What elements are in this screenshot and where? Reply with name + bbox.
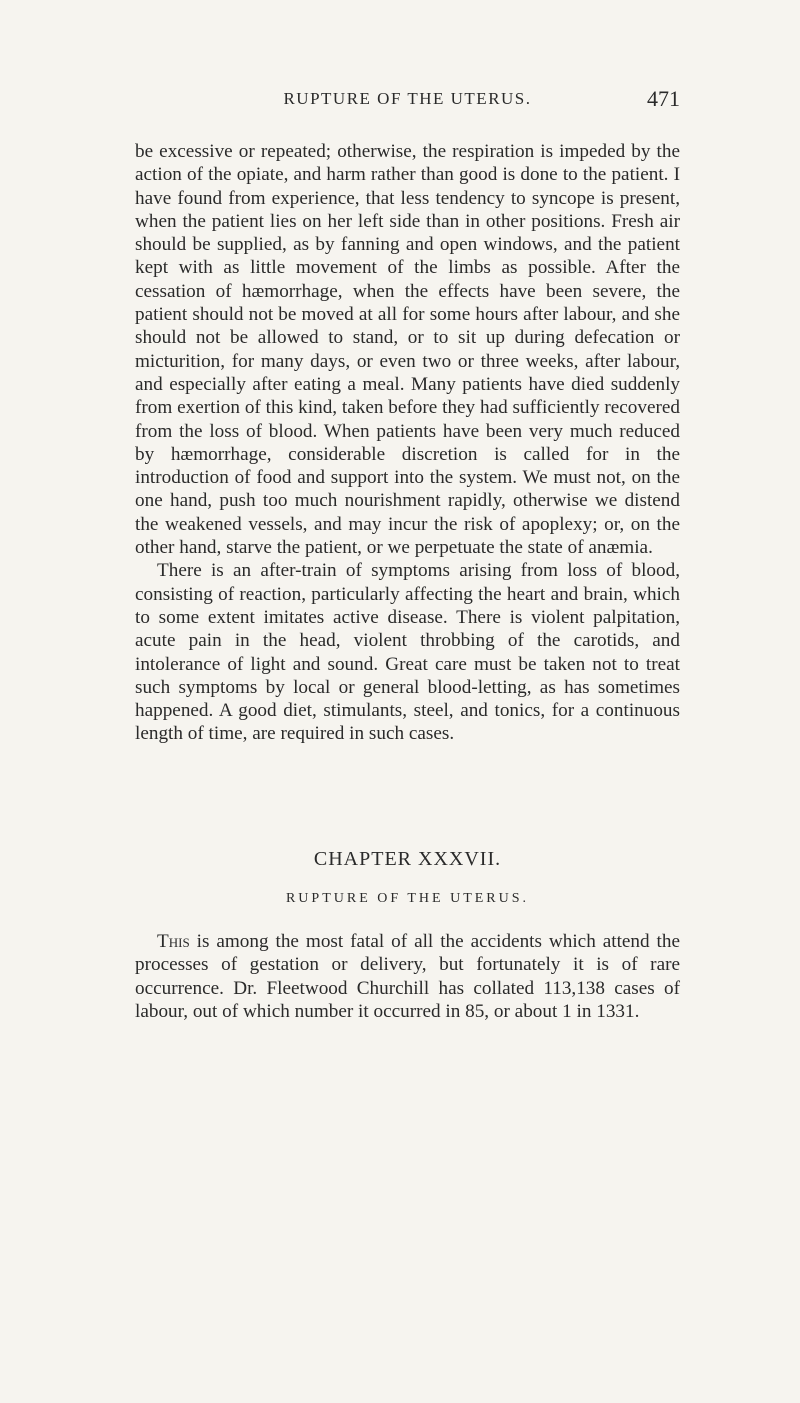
- chapter-heading: CHAPTER XXXVII.: [313, 848, 502, 870]
- chapter-opening-text: is among the most fatal of all the accidents which attend the processes of gestation or delivery, but fortunately it is of rare occurrence. Dr. Fleetwood Churchill has collated 113,138 cases of labour, out of which number it occurred in 85, or about 1 in 1331.: [135, 931, 680, 1022]
- chapter-first-word: This: [157, 931, 190, 952]
- section-heading: RUPTURE OF THE UTERUS.: [285, 891, 530, 906]
- chapter-opening-paragraph: [135, 930, 680, 1023]
- paragraph-continuation: be excessive or repeated; otherwise, the respiration is impeded by the action of the opiate, and harm rather than good is done to the patient. I have found from experience, that less tendency to syncope is present, when the patient lies on her left side than in other positions. Fresh air should be supplied, as by fanning and open windows, and the patient kept with as little movement of the limbs as possible. After the cessation of hæmorrhage, when the effects have been severe, the patient should not be moved at all for some hours after labour, and she should not be allowed to stand, or to sit up during defecation or micturition, for many days, or even two or three weeks, after labour, and especially after eating a meal. Many patients have died suddenly from exertion of this kind, taken before they had sufficiently recovered from the loss of blood. When patients have been very much reduced by hæmorrhage, considerable discretion is called for in the introduction of food and support into the system. We must not, on the one hand, push too much nourishment rapidly, otherwise we distend the weakened vessels, and may incur the risk of apoplexy; or, on the other hand, starve the patient, or we perpetuate the state of anæmia.: [135, 141, 680, 559]
- paragraph-after-train: There is an after-train of symptoms arising from loss of blood, consisting of reaction, particularly affecting the heart and brain, which to some extent imitates active disease. There is violent palpitation, acute pain in the head, violent throbbing of the carotids, and intolerance of light and sound. Great care must be taken not to treat such symptoms by local or general blood-letting, as has sometimes happened. A good diet, stimulants, steel, and tonics, for a continuous length of time, are required in such cases.: [135, 560, 680, 745]
- body-text: [135, 140, 680, 746]
- page-number: 471: [647, 86, 680, 111]
- running-title: RUPTURE OF THE UTERUS.: [283, 89, 532, 108]
- chapter-opening: [135, 930, 680, 1023]
- running-head: [135, 86, 680, 114]
